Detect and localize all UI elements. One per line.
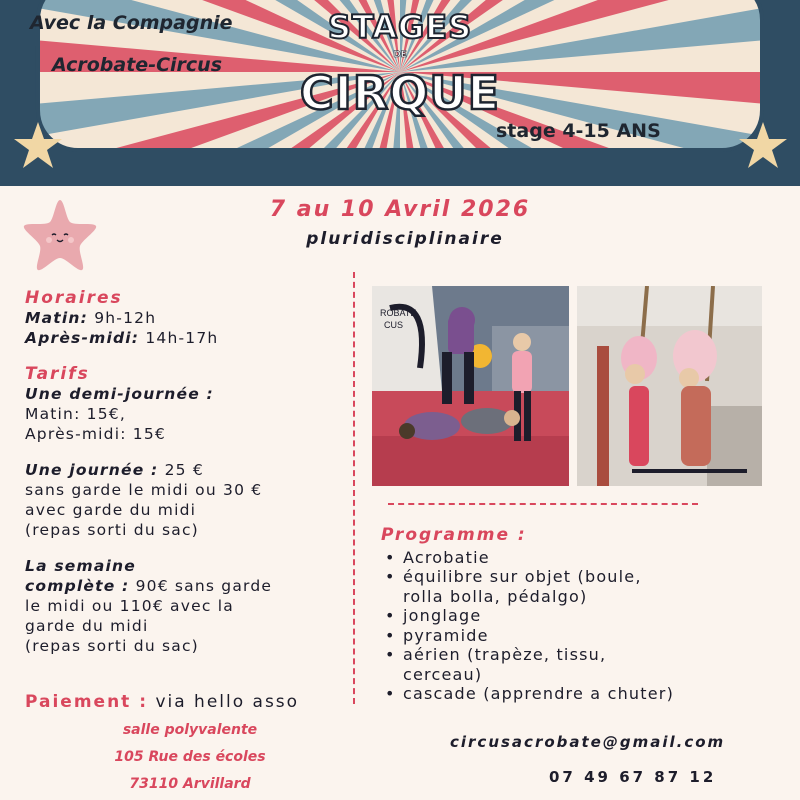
title-stages: STAGES: [327, 8, 473, 46]
photo-sign-line-2: CUS: [384, 320, 404, 330]
paiement-label: Paiement :: [25, 692, 149, 712]
horaires-apres: [25, 328, 355, 348]
list-item: • cascade (apprendre a chuter): [381, 684, 791, 704]
photo-pyramid: [372, 286, 569, 486]
paiement-line: [25, 692, 299, 712]
title-de: DE: [393, 50, 407, 60]
apres-value: 14h-17h: [145, 329, 219, 347]
info-column: [25, 288, 355, 656]
list-item-text: équilibre sur objet (boule,: [403, 567, 642, 586]
photo-sign-line-1: ROBATE: [380, 308, 417, 318]
horaires-matin: [25, 308, 355, 328]
matin-label: Matin:: [25, 309, 89, 327]
demi-apres: Après-midi: 15€: [25, 425, 166, 443]
address-line-3: 73110 Arvillard: [129, 776, 251, 792]
programme-section: [381, 526, 791, 704]
journee-l3: avec garde du midi: [25, 501, 197, 519]
contact-email[interactable]: circusacrobate@gmail.com: [450, 733, 726, 751]
journee-l2: sans garde le midi ou 30 €: [25, 481, 263, 499]
list-item-continuation: rolla bolla, pédalgo): [403, 586, 588, 606]
journee-l4: (repas sorti du sac): [25, 521, 199, 539]
address-line-1: salle polyvalente: [122, 722, 258, 738]
list-item-continuation: cerceau): [403, 664, 483, 684]
company-line-1: Avec la Compagnie: [30, 12, 233, 34]
address-line-2: 105 Rue des écoles: [114, 749, 266, 765]
semaine-line: [25, 576, 355, 596]
demi-matin: Matin: 15€,: [25, 405, 126, 423]
age-range: stage 4-15 ANS: [496, 120, 661, 142]
paiement-value: via hello asso: [155, 692, 300, 712]
contact-phone[interactable]: 07 49 67 87 12: [549, 768, 717, 786]
list-item: [381, 567, 791, 606]
matin-value: 9h-12h: [94, 309, 157, 327]
photo-aerial: [577, 286, 762, 486]
title-cirque: CIRQUE: [299, 66, 501, 120]
list-item-text: aérien (trapèze, tissu,: [403, 645, 607, 664]
semaine-l1: 90€ sans garde: [135, 577, 273, 595]
semaine-l3: garde du midi: [25, 617, 149, 635]
list-item: • pyramide: [381, 626, 791, 646]
horaires-heading: Horaires: [25, 288, 123, 308]
journee-price: 25 €: [164, 461, 204, 479]
company-line-2: Acrobate-Circus: [52, 54, 223, 76]
header-banner: [0, 0, 800, 186]
list-item: • Acrobatie: [381, 548, 791, 568]
programme-list: [381, 548, 791, 704]
tarifs-heading: Tarifs: [25, 364, 90, 384]
horizontal-divider: [388, 503, 698, 505]
list-item: [381, 645, 791, 684]
event-subtitle: pluridisciplinaire: [306, 229, 504, 249]
demi-journee-label: Une demi-journée :: [25, 385, 214, 403]
journee-line: [25, 460, 355, 480]
apres-label: Après-midi:: [25, 329, 140, 347]
semaine-l2: le midi ou 110€ avec la: [25, 597, 234, 615]
list-item: • jonglage: [381, 606, 791, 626]
programme-heading: Programme :: [381, 525, 527, 545]
event-dates: 7 au 10 Avril 2026: [269, 197, 531, 222]
semaine-label-2: complète :: [25, 577, 130, 595]
semaine-l4: (repas sorti du sac): [25, 637, 199, 655]
journee-label: Une journée :: [25, 461, 159, 479]
semaine-label-1: La semaine: [25, 557, 136, 575]
